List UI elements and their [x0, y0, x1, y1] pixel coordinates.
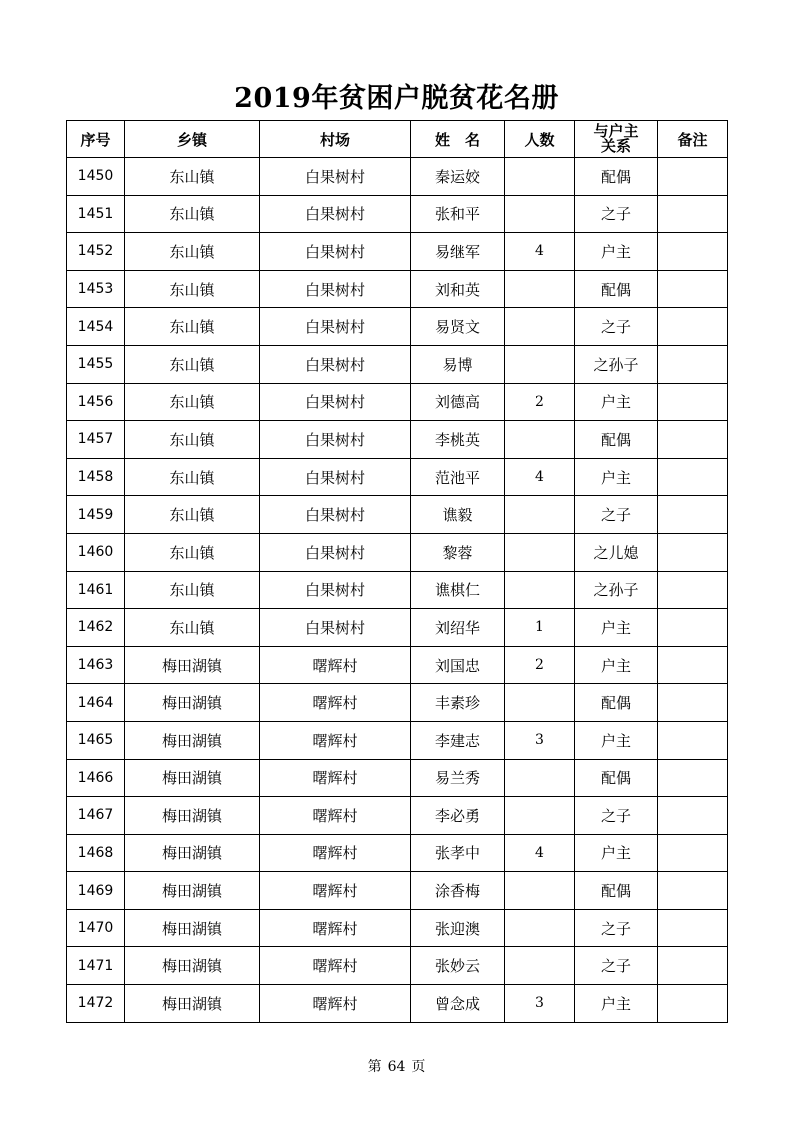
- cell-seq: 1453: [67, 270, 125, 308]
- table-row: [67, 721, 728, 759]
- header-relation: [575, 121, 658, 158]
- cell-village: 白果树村: [260, 158, 411, 196]
- cell-seq: 1462: [67, 609, 125, 647]
- cell-town: 东山镇: [125, 233, 260, 271]
- cell-relation: 之子: [575, 496, 658, 534]
- cell-name: 谯毅: [411, 496, 505, 534]
- cell-seq: 1467: [67, 797, 125, 835]
- table-row: [67, 533, 728, 571]
- cell-town: 梅田湖镇: [125, 834, 260, 872]
- cell-count: [505, 270, 575, 308]
- table-row: [67, 571, 728, 609]
- cell-count: [505, 759, 575, 797]
- cell-remark: [658, 571, 728, 609]
- cell-count: [505, 872, 575, 910]
- cell-relation: 户主: [575, 834, 658, 872]
- header-remark: 备注: [658, 121, 728, 158]
- cell-relation: 户主: [575, 458, 658, 496]
- cell-count: 2: [505, 383, 575, 421]
- cell-relation: 户主: [575, 233, 658, 271]
- cell-town: 梅田湖镇: [125, 909, 260, 947]
- cell-relation: 配偶: [575, 684, 658, 722]
- cell-count: 3: [505, 985, 575, 1023]
- cell-remark: [658, 383, 728, 421]
- cell-count: 1: [505, 609, 575, 647]
- cell-count: [505, 909, 575, 947]
- roster-table: [66, 120, 728, 1023]
- cell-name: 李建志: [411, 721, 505, 759]
- cell-remark: [658, 496, 728, 534]
- table-row: [67, 646, 728, 684]
- cell-seq: 1452: [67, 233, 125, 271]
- cell-name: 涂香梅: [411, 872, 505, 910]
- table-row: [67, 684, 728, 722]
- cell-town: 梅田湖镇: [125, 985, 260, 1023]
- footer-prefix: 第: [367, 1059, 382, 1075]
- table-row: [67, 834, 728, 872]
- table-body: [67, 158, 728, 1023]
- cell-seq: 1469: [67, 872, 125, 910]
- cell-count: [505, 947, 575, 985]
- cell-relation: 配偶: [575, 158, 658, 196]
- cell-name: 张妙云: [411, 947, 505, 985]
- cell-seq: 1466: [67, 759, 125, 797]
- cell-name: 黎蓉: [411, 533, 505, 571]
- table-row: [67, 759, 728, 797]
- page-footer: [0, 1056, 793, 1076]
- cell-village: 白果树村: [260, 233, 411, 271]
- cell-name: 李桃英: [411, 421, 505, 459]
- cell-name: 秦运姣: [411, 158, 505, 196]
- cell-village: 白果树村: [260, 571, 411, 609]
- cell-seq: 1450: [67, 158, 125, 196]
- cell-relation: 配偶: [575, 270, 658, 308]
- cell-seq: 1455: [67, 345, 125, 383]
- cell-name: 刘德高: [411, 383, 505, 421]
- cell-village: 白果树村: [260, 458, 411, 496]
- cell-name: 张迎澳: [411, 909, 505, 947]
- cell-name: 刘国忠: [411, 646, 505, 684]
- cell-seq: 1460: [67, 533, 125, 571]
- cell-remark: [658, 270, 728, 308]
- cell-town: 梅田湖镇: [125, 721, 260, 759]
- header-seq: 序号: [67, 121, 125, 158]
- cell-remark: [658, 533, 728, 571]
- cell-village: 白果树村: [260, 421, 411, 459]
- cell-count: [505, 684, 575, 722]
- cell-relation: 之孙子: [575, 571, 658, 609]
- table-row: [67, 458, 728, 496]
- cell-count: 4: [505, 233, 575, 271]
- cell-relation: 户主: [575, 383, 658, 421]
- cell-relation: 之子: [575, 195, 658, 233]
- cell-count: [505, 421, 575, 459]
- cell-seq: 1457: [67, 421, 125, 459]
- cell-name: 谯棋仁: [411, 571, 505, 609]
- table-row: [67, 308, 728, 346]
- cell-town: 东山镇: [125, 383, 260, 421]
- cell-village: 曙辉村: [260, 872, 411, 910]
- table-row: [67, 909, 728, 947]
- cell-seq: 1470: [67, 909, 125, 947]
- cell-relation: 之子: [575, 909, 658, 947]
- cell-remark: [658, 308, 728, 346]
- cell-village: 曙辉村: [260, 909, 411, 947]
- cell-seq: 1459: [67, 496, 125, 534]
- cell-count: [505, 496, 575, 534]
- cell-town: 东山镇: [125, 158, 260, 196]
- cell-name: 张孝中: [411, 834, 505, 872]
- cell-town: 东山镇: [125, 270, 260, 308]
- table-row: [67, 872, 728, 910]
- cell-relation: 配偶: [575, 421, 658, 459]
- cell-town: 东山镇: [125, 496, 260, 534]
- cell-village: 曙辉村: [260, 759, 411, 797]
- cell-name: 李必勇: [411, 797, 505, 835]
- cell-remark: [658, 684, 728, 722]
- cell-seq: 1464: [67, 684, 125, 722]
- cell-count: [505, 533, 575, 571]
- cell-seq: 1472: [67, 985, 125, 1023]
- cell-relation: 之儿媳: [575, 533, 658, 571]
- cell-name: 曾念成: [411, 985, 505, 1023]
- header-row: [67, 121, 728, 158]
- table-row: [67, 158, 728, 196]
- cell-seq: 1468: [67, 834, 125, 872]
- cell-relation: 之子: [575, 947, 658, 985]
- cell-seq: 1465: [67, 721, 125, 759]
- header-name: 姓 名: [411, 121, 505, 158]
- cell-seq: 1454: [67, 308, 125, 346]
- cell-relation: 户主: [575, 646, 658, 684]
- cell-village: 白果树村: [260, 496, 411, 534]
- header-relation-line2: 关系: [600, 137, 631, 155]
- footer-suffix: 页: [411, 1059, 426, 1075]
- cell-count: [505, 195, 575, 233]
- cell-town: 东山镇: [125, 571, 260, 609]
- cell-town: 梅田湖镇: [125, 947, 260, 985]
- table-row: [67, 496, 728, 534]
- cell-relation: 户主: [575, 985, 658, 1023]
- cell-village: 曙辉村: [260, 721, 411, 759]
- cell-relation: 之子: [575, 308, 658, 346]
- cell-town: 梅田湖镇: [125, 759, 260, 797]
- cell-village: 白果树村: [260, 609, 411, 647]
- cell-town: 东山镇: [125, 308, 260, 346]
- cell-relation: 户主: [575, 609, 658, 647]
- cell-remark: [658, 721, 728, 759]
- cell-town: 东山镇: [125, 533, 260, 571]
- cell-relation: 之子: [575, 797, 658, 835]
- cell-relation: 户主: [575, 721, 658, 759]
- table-row: [67, 195, 728, 233]
- page-number: 64: [387, 1059, 406, 1075]
- header-count: 人数: [505, 121, 575, 158]
- cell-seq: 1458: [67, 458, 125, 496]
- cell-name: 刘绍华: [411, 609, 505, 647]
- cell-name: 易贤文: [411, 308, 505, 346]
- table-row: [67, 270, 728, 308]
- cell-name: 范池平: [411, 458, 505, 496]
- cell-village: 白果树村: [260, 270, 411, 308]
- cell-village: 曙辉村: [260, 684, 411, 722]
- cell-count: 4: [505, 834, 575, 872]
- table-row: [67, 947, 728, 985]
- cell-remark: [658, 834, 728, 872]
- cell-seq: 1471: [67, 947, 125, 985]
- cell-relation: 配偶: [575, 872, 658, 910]
- cell-name: 易继军: [411, 233, 505, 271]
- cell-remark: [658, 158, 728, 196]
- cell-count: 4: [505, 458, 575, 496]
- cell-town: 东山镇: [125, 345, 260, 383]
- cell-town: 梅田湖镇: [125, 684, 260, 722]
- header-town: 乡镇: [125, 121, 260, 158]
- cell-remark: [658, 195, 728, 233]
- cell-village: 白果树村: [260, 308, 411, 346]
- table-row: [67, 383, 728, 421]
- table-row: [67, 985, 728, 1023]
- cell-seq: 1451: [67, 195, 125, 233]
- cell-count: [505, 571, 575, 609]
- table-row: [67, 233, 728, 271]
- cell-remark: [658, 233, 728, 271]
- header-village: 村场: [260, 121, 411, 158]
- table-row: [67, 797, 728, 835]
- cell-seq: 1463: [67, 646, 125, 684]
- cell-village: 曙辉村: [260, 985, 411, 1023]
- cell-town: 梅田湖镇: [125, 872, 260, 910]
- cell-name: 丰素珍: [411, 684, 505, 722]
- cell-remark: [658, 646, 728, 684]
- cell-seq: 1456: [67, 383, 125, 421]
- cell-town: 东山镇: [125, 195, 260, 233]
- cell-town: 东山镇: [125, 609, 260, 647]
- cell-village: 白果树村: [260, 383, 411, 421]
- cell-remark: [658, 421, 728, 459]
- table-row: [67, 609, 728, 647]
- cell-name: 张和平: [411, 195, 505, 233]
- cell-town: 东山镇: [125, 458, 260, 496]
- cell-remark: [658, 609, 728, 647]
- cell-village: 曙辉村: [260, 834, 411, 872]
- cell-count: 3: [505, 721, 575, 759]
- cell-village: 曙辉村: [260, 947, 411, 985]
- cell-relation: 配偶: [575, 759, 658, 797]
- cell-remark: [658, 909, 728, 947]
- cell-remark: [658, 797, 728, 835]
- cell-village: 曙辉村: [260, 797, 411, 835]
- cell-name: 易兰秀: [411, 759, 505, 797]
- cell-count: [505, 158, 575, 196]
- header-relation-line1: 与户主: [593, 122, 639, 140]
- cell-village: 曙辉村: [260, 646, 411, 684]
- cell-remark: [658, 345, 728, 383]
- cell-name: 易博: [411, 345, 505, 383]
- cell-relation: 之孙子: [575, 345, 658, 383]
- cell-name: 刘和英: [411, 270, 505, 308]
- cell-remark: [658, 872, 728, 910]
- cell-remark: [658, 985, 728, 1023]
- cell-remark: [658, 458, 728, 496]
- cell-count: [505, 797, 575, 835]
- table-row: [67, 345, 728, 383]
- cell-village: 白果树村: [260, 345, 411, 383]
- cell-village: 白果树村: [260, 533, 411, 571]
- cell-count: [505, 345, 575, 383]
- cell-count: [505, 308, 575, 346]
- cell-town: 梅田湖镇: [125, 646, 260, 684]
- cell-remark: [658, 947, 728, 985]
- cell-count: 2: [505, 646, 575, 684]
- cell-seq: 1461: [67, 571, 125, 609]
- cell-town: 梅田湖镇: [125, 797, 260, 835]
- cell-town: 东山镇: [125, 421, 260, 459]
- table-row: [67, 421, 728, 459]
- cell-remark: [658, 759, 728, 797]
- cell-village: 白果树村: [260, 195, 411, 233]
- document-title: 2019年贫困户脱贫花名册: [234, 83, 559, 114]
